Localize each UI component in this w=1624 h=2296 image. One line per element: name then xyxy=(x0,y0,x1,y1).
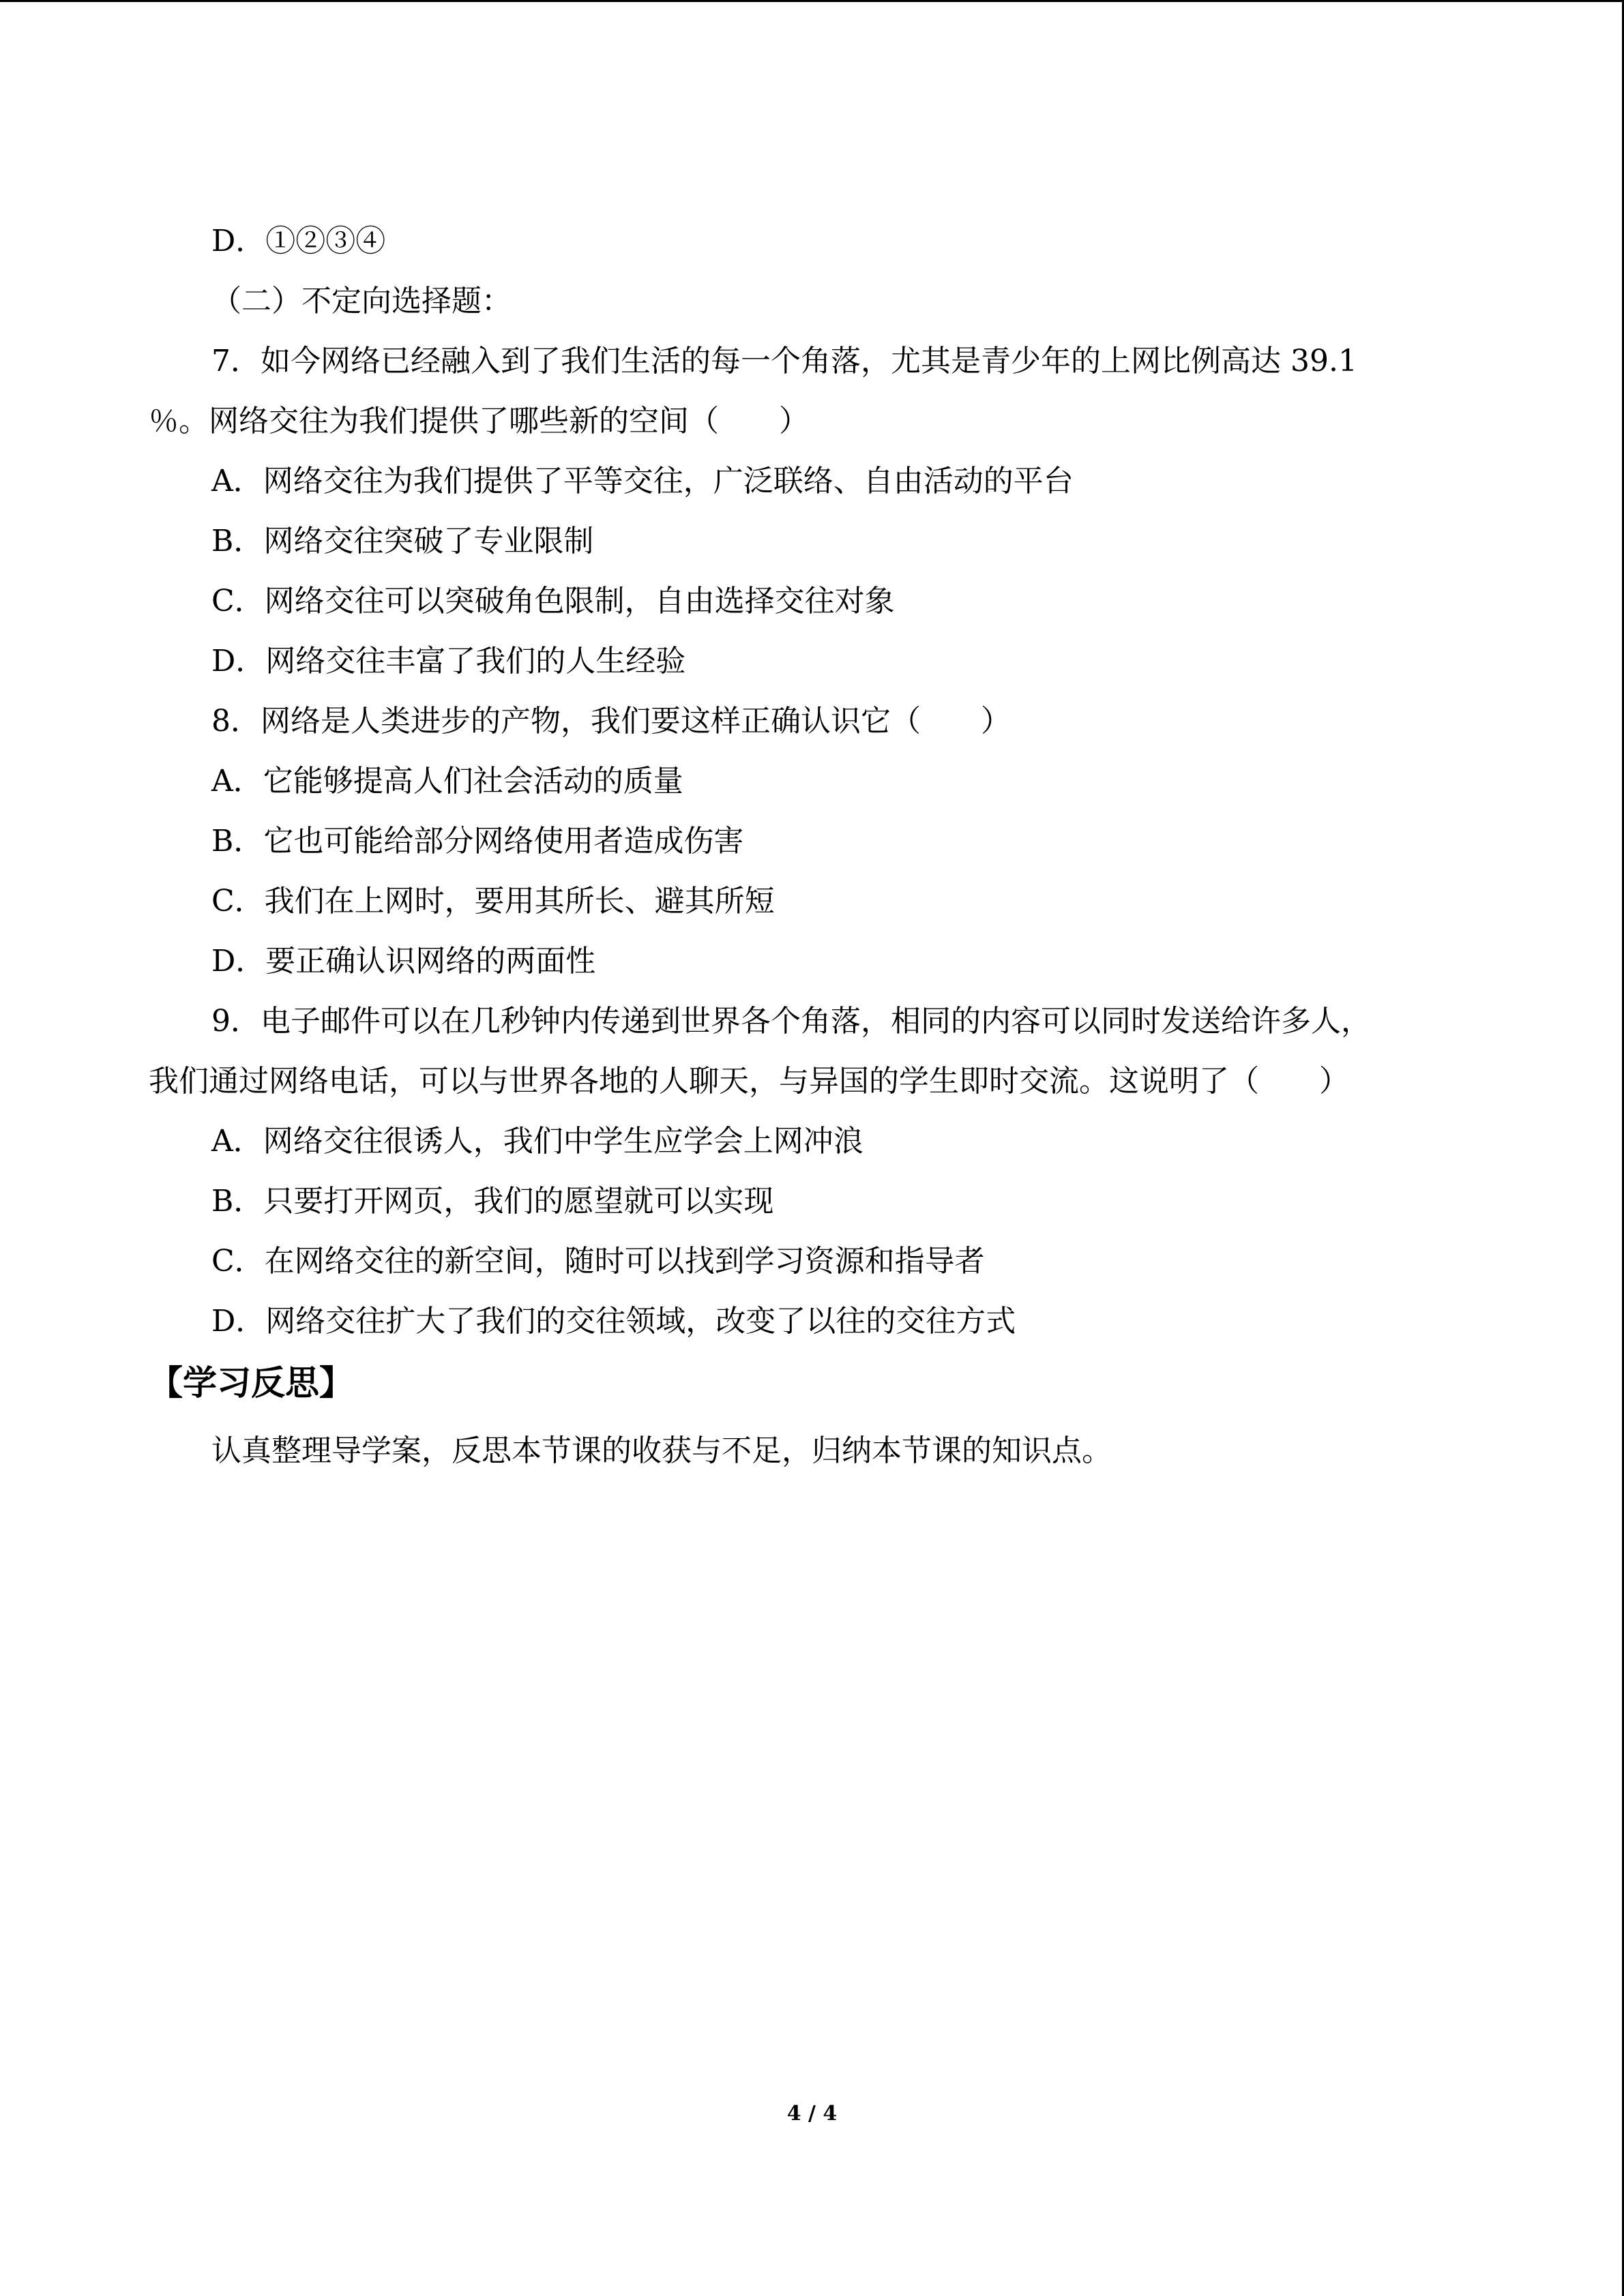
page-number: 4 / 4 xyxy=(786,2102,838,2126)
reflection-heading: 【学习反思】 xyxy=(149,1363,353,1403)
question-8-option-b: B．它也可能给部分网络使用者造成伤害 xyxy=(211,824,744,859)
question-7-option-a: A．网络交往为我们提供了平等交往，广泛联络、自由活动的平台 xyxy=(211,464,1074,498)
question-8: 8．网络是人类进步的产物，我们要这样正确认识它（ ） xyxy=(211,704,1011,739)
question-9-option-b: B．只要打开网页，我们的愿望就可以实现 xyxy=(211,1184,774,1219)
option-d-previous-question: D．①②③④ xyxy=(211,224,386,258)
question-8-option-c: C．我们在上网时，要用其所长、避其所短 xyxy=(211,884,775,919)
question-7-option-c: C．网络交往可以突破角色限制，自由选择交往对象 xyxy=(211,584,895,618)
section-title-multiple-choice: （二）不定向选择题： xyxy=(211,284,512,318)
question-8-option-a: A．它能够提高人们社会活动的质量 xyxy=(211,764,683,799)
document-body xyxy=(149,211,1479,1481)
question-7-line-1: 7．如今网络已经融入到了我们生活的每一个角落，尤其是青少年的上网比例高达 39.1 xyxy=(211,344,1357,378)
question-9-line-1: 9．电子邮件可以在几秒钟内传递到世界各个角落，相同的内容可以同时发送给许多人， xyxy=(211,1004,1371,1039)
question-9-option-c: C．在网络交往的新空间，随时可以找到学习资源和指导者 xyxy=(211,1244,985,1279)
heading-spacer xyxy=(149,1414,1479,1421)
question-9-line-2: 我们通过网络电话，可以与世界各地的人聊天，与异国的学生即时交流。这说明了（ ） xyxy=(149,1064,1349,1099)
question-7-line-2: ％。网络交往为我们提供了哪些新的空间（ ） xyxy=(149,404,809,438)
question-7-option-d: D．网络交往丰富了我们的人生经验 xyxy=(211,644,686,679)
question-9-option-a: A．网络交往很诱人，我们中学生应学会上网冲浪 xyxy=(211,1124,863,1159)
reflection-text: 认真整理导学案，反思本节课的收获与不足，归纳本节课的知识点。 xyxy=(211,1433,1112,1468)
question-8-option-d: D．要正确认识网络的两面性 xyxy=(211,944,596,979)
question-9-option-d: D．网络交往扩大了我们的交往领域，改变了以往的交往方式 xyxy=(211,1304,1016,1339)
question-7-option-b: B．网络交往突破了专业限制 xyxy=(211,524,594,558)
